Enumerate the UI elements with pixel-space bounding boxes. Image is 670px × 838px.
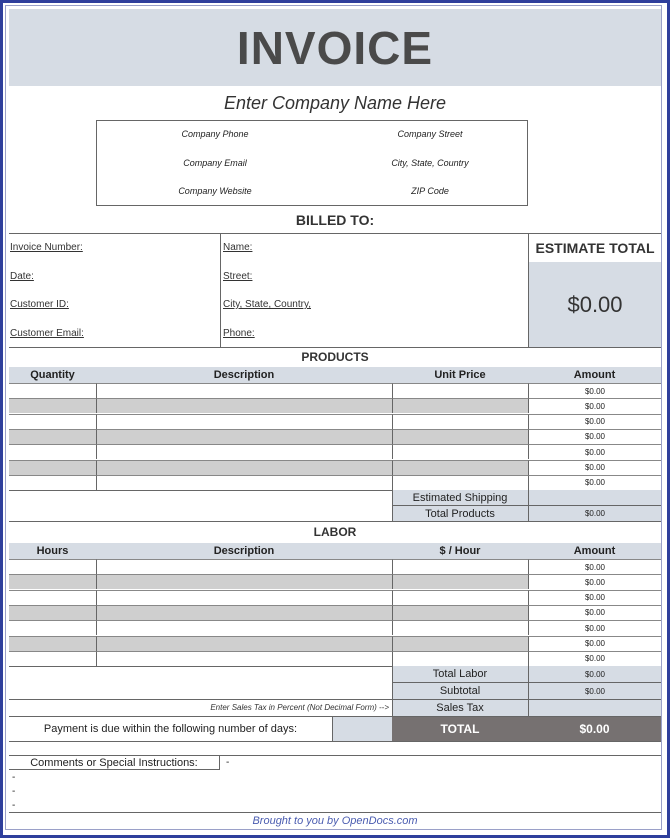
labor-row xyxy=(9,590,661,605)
labor-cell: $0.00 xyxy=(528,605,661,620)
labor-cell[interactable] xyxy=(9,559,96,574)
product-cell[interactable] xyxy=(9,383,96,398)
company-zip[interactable]: ZIP Code xyxy=(411,186,449,196)
labor-cell: $0.00 xyxy=(528,620,661,635)
labor-cell[interactable] xyxy=(392,636,528,651)
labor-cell[interactable] xyxy=(9,590,96,605)
labor-row xyxy=(9,620,661,635)
labor-heading: LABOR xyxy=(313,525,357,539)
labor-col-amount: Amount xyxy=(573,545,616,557)
labor-cell: $0.00 xyxy=(528,590,661,605)
company-city[interactable]: City, State, Country xyxy=(391,158,469,168)
city-label: City, State, Country, xyxy=(223,299,311,310)
sales-tax-label: Sales Tax xyxy=(392,700,528,716)
payment-terms-label: Payment is due within the following number of days: xyxy=(43,723,298,735)
labor-row xyxy=(9,559,661,574)
product-cell[interactable] xyxy=(9,414,96,429)
street-label: Street: xyxy=(223,271,253,282)
product-row xyxy=(9,429,661,444)
product-cell[interactable] xyxy=(9,429,96,444)
estimated-shipping-value[interactable] xyxy=(528,490,661,505)
products-heading: PRODUCTS xyxy=(301,350,369,364)
product-cell[interactable] xyxy=(392,444,528,459)
labor-cell[interactable] xyxy=(96,590,392,605)
products-col-amount: Amount xyxy=(573,369,616,381)
product-cell[interactable] xyxy=(96,460,392,475)
product-cell: $0.00 xyxy=(528,429,661,444)
sales-tax-input[interactable] xyxy=(528,700,661,716)
product-cell[interactable] xyxy=(392,383,528,398)
comment-line[interactable]: - xyxy=(12,800,16,811)
invoice-number-label: Invoice Number: xyxy=(10,242,83,253)
comment-line[interactable]: - xyxy=(12,772,16,783)
footer-credit[interactable]: Brought to you by OpenDocs.com xyxy=(252,815,418,827)
sales-tax-prompt: Enter Sales Tax in Percent (Not Decimal Form) --> xyxy=(210,703,389,712)
labor-cell[interactable] xyxy=(9,574,96,589)
product-row xyxy=(9,414,661,429)
company-phone[interactable]: Company Phone xyxy=(181,129,249,139)
labor-cell[interactable] xyxy=(9,620,96,635)
labor-cell: $0.00 xyxy=(528,651,661,666)
labor-cell[interactable] xyxy=(96,559,392,574)
product-row xyxy=(9,444,661,459)
estimated-shipping-label: Estimated Shipping xyxy=(392,490,528,505)
labor-cell[interactable] xyxy=(392,651,528,666)
product-cell[interactable] xyxy=(96,475,392,490)
product-row xyxy=(9,383,661,398)
product-row xyxy=(9,475,661,490)
product-cell: $0.00 xyxy=(528,398,661,413)
product-cell[interactable] xyxy=(96,383,392,398)
product-cell[interactable] xyxy=(392,429,528,444)
invoice-title: INVOICE xyxy=(236,21,434,74)
subtotal-label: Subtotal xyxy=(392,683,528,699)
labor-cell[interactable] xyxy=(9,605,96,620)
products-col-unit-price: Unit Price xyxy=(434,369,486,381)
labor-cell[interactable] xyxy=(9,636,96,651)
labor-cell[interactable] xyxy=(9,651,96,666)
company-website[interactable]: Company Website xyxy=(178,186,252,196)
labor-row xyxy=(9,651,661,666)
labor-cell[interactable] xyxy=(96,636,392,651)
labor-col-description: Description xyxy=(213,545,275,557)
product-cell[interactable] xyxy=(392,398,528,413)
product-cell[interactable] xyxy=(392,475,528,490)
labor-cell[interactable] xyxy=(392,574,528,589)
total-value: $0.00 xyxy=(528,717,661,741)
labor-cell: $0.00 xyxy=(528,574,661,589)
labor-cell[interactable] xyxy=(392,620,528,635)
product-cell: $0.00 xyxy=(528,383,661,398)
labor-cell[interactable] xyxy=(392,590,528,605)
total-label: TOTAL xyxy=(392,717,528,741)
labor-row xyxy=(9,574,661,589)
company-name[interactable]: Enter Company Name Here xyxy=(223,92,447,113)
products-col-quantity: Quantity xyxy=(30,369,75,381)
subtotal-value: $0.00 xyxy=(528,683,661,699)
payment-days-input[interactable] xyxy=(332,717,392,741)
product-row xyxy=(9,460,661,475)
labor-cell[interactable] xyxy=(392,605,528,620)
product-cell: $0.00 xyxy=(528,475,661,490)
labor-row xyxy=(9,605,661,620)
product-cell[interactable] xyxy=(9,444,96,459)
product-cell[interactable] xyxy=(96,429,392,444)
product-cell[interactable] xyxy=(9,460,96,475)
product-cell: $0.00 xyxy=(528,444,661,459)
labor-cell[interactable] xyxy=(96,620,392,635)
product-cell[interactable] xyxy=(392,414,528,429)
labor-col-rate: $ / Hour xyxy=(439,545,481,557)
company-street[interactable]: Company Street xyxy=(397,129,463,139)
product-cell[interactable] xyxy=(96,414,392,429)
labor-col-hours: Hours xyxy=(36,545,69,557)
product-cell[interactable] xyxy=(9,475,96,490)
labor-row xyxy=(9,636,661,651)
labor-cell: $0.00 xyxy=(528,559,661,574)
product-cell: $0.00 xyxy=(528,414,661,429)
product-cell: $0.00 xyxy=(528,460,661,475)
phone-label: Phone: xyxy=(223,328,255,339)
product-row xyxy=(9,398,661,413)
product-cell[interactable] xyxy=(9,398,96,413)
labor-cell: $0.00 xyxy=(528,636,661,651)
title-band xyxy=(9,9,661,86)
labor-cell[interactable] xyxy=(96,651,392,666)
total-products-value: $0.00 xyxy=(528,506,661,521)
products-col-description: Description xyxy=(213,369,275,381)
product-cell[interactable] xyxy=(96,398,392,413)
customer-id-label: Customer ID: xyxy=(10,299,69,310)
date-label: Date: xyxy=(10,271,34,282)
product-cell[interactable] xyxy=(96,444,392,459)
total-labor-label: Total Labor xyxy=(392,666,528,682)
labor-cell[interactable] xyxy=(96,605,392,620)
labor-cell[interactable] xyxy=(392,559,528,574)
name-label: Name: xyxy=(223,242,253,253)
labor-cell[interactable] xyxy=(96,574,392,589)
estimate-total-label: ESTIMATE TOTAL xyxy=(535,240,655,256)
estimate-total-value: $0.00 xyxy=(529,262,661,347)
comment-line[interactable]: - xyxy=(226,757,230,768)
comments-label: Comments or Special Instructions: xyxy=(9,756,220,770)
billed-to-heading: BILLED TO: xyxy=(295,212,375,228)
customer-email-label: Customer Email: xyxy=(10,328,84,339)
company-email[interactable]: Company Email xyxy=(183,158,247,168)
total-labor-value: $0.00 xyxy=(528,666,661,682)
total-products-label: Total Products xyxy=(392,506,528,521)
product-cell[interactable] xyxy=(392,460,528,475)
comment-line[interactable]: - xyxy=(12,786,16,797)
